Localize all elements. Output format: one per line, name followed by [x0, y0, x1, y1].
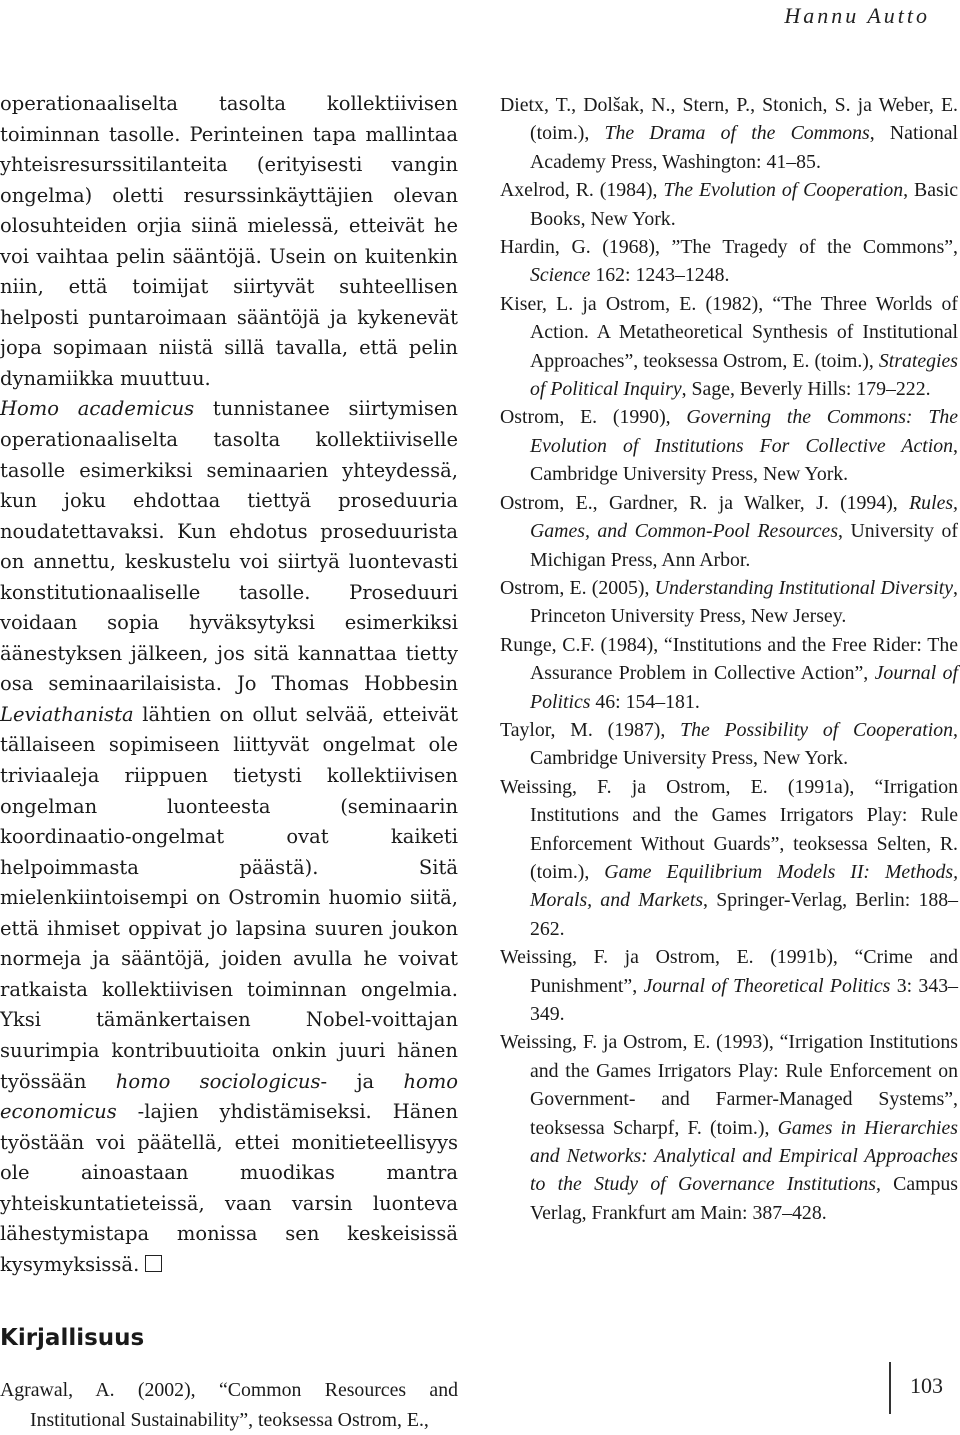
- references-heading: Kirjallisuus: [0, 1325, 145, 1352]
- ref-text: 162: 1243–1248.: [590, 264, 730, 287]
- ref-title: The Evolution of Cooperation: [663, 179, 904, 202]
- ref-title: Rules, Games, and Common-Pool Resources: [530, 491, 958, 543]
- reference-ostrom-1990: [500, 403, 958, 488]
- body-text-segment: tunnistanee siirtymisen operationaaliselta tasolta kollektiiviselle tasolle esimerkiksi seminaarien yhteydessä, kun joku ehdottaa tiettyä proseduuria noudatettavaksi. Kun ehdotus proseduurista on annettu, keskustelu voi siirtyä luontevasti konstitutionaaliselle tasolle. Proseduuri voidaan sopia hyväksytyksi esimerkiksi äänestyksen jälkeen, jos sitä kannattaa tietty osa seminaarilaisista. Jo Thomas Hobbesin: [0, 397, 458, 696]
- body-text-segment: - ja: [320, 1069, 404, 1093]
- reference-ostrom-1994: [500, 489, 958, 574]
- reference-agrawal: Agrawal, A. (2002), “Common Resources and Institutional Sustainability”, teoksessa Ostrom, E.,: [0, 1379, 458, 1431]
- ref-text: Axelrod, R. (1984),: [500, 179, 664, 202]
- page-number: 103: [910, 1373, 943, 1398]
- ref-title: Science: [530, 264, 591, 287]
- reference-ostrom-2005: [500, 574, 958, 631]
- ref-title: Governing the Commons: The Evolution of Institutions For Collective Action: [530, 406, 958, 457]
- body-paragraph-1: operationaaliselta tasolta kollektiivisen toiminnan tasolle. Perinteinen tapa mallintaa yhteisresurssitilanteita (erityisesti vangin ongelma) oletti resurssinkäyttäjien olevan olosuhteiden orjia siinä mielessä, etteivät he voi vaihtaa pelin sääntöjä. Usein on kuitenkin niin, että toimijat siirtyvät suhteellisen helposti puntaroimaan sääntöjä ja kykenevät jopa sopimaan niistä sillä tavalla, että pelin dynamiikka muuttuu.: [0, 92, 458, 390]
- running-header-author: Hannu Autto: [784, 3, 930, 28]
- reference-kiser: [500, 290, 958, 404]
- ref-title: Strategies of Political Inquiry: [530, 349, 958, 401]
- ref-text: Ostrom, E., Gardner, R. ja Walker, J. (1994),: [500, 491, 910, 514]
- ref-title: Understanding Institutional Diversity: [654, 576, 954, 599]
- reference-hardin: [500, 233, 958, 290]
- body-paragraph-2: [0, 394, 458, 1280]
- ref-text: Dietx, T., Dolšak, N., Stern, P., Stonich, S. ja Weber, E. (toim.),: [500, 94, 958, 145]
- reference-taylor: [500, 716, 958, 773]
- italic-title-leviathan: Leviathanista: [0, 702, 134, 726]
- ref-text: Weissing, F. ja Ostrom, E. (1993), “Irrigation Institutions and the Games Irrigators Play: Rule Enforcement on Government- and Farmer-Managed Systems”, teoksessa Scharpf, F. (toim.),: [500, 1031, 958, 1139]
- italic-term-homo-sociologicus: homo sociologicus: [115, 1069, 321, 1093]
- ref-text: , Basic Books, New York.: [530, 179, 958, 230]
- ref-text: , Sage, Beverly Hills: 179–222.: [681, 378, 931, 401]
- left-column: [0, 89, 458, 1435]
- ref-text: Kiser, L. ja Ostrom, E. (1982), “The Three Worlds of Action. A Metatheoretical Synthesis of Institutional Approaches”, teoksessa Ostrom, E. (toim.),: [500, 292, 958, 372]
- ref-title: Game Equilibrium Models II: Methods, Morals, and Markets: [530, 860, 959, 912]
- reference-weissing-1991a: [500, 773, 958, 943]
- ref-title: The Possibility of Cooperation: [680, 718, 954, 741]
- ref-text: Weissing, F. ja Ostrom, E. (1991b), “Crime and Punishment”,: [500, 946, 958, 997]
- ref-text: Runge, C.F. (1984), “Institutions and the Free Rider: The Assurance Problem in Collective Action”,: [500, 633, 958, 685]
- ref-text: 3: 343–349.: [530, 974, 958, 1025]
- ref-text: , Campus Verlag, Frankfurt am Main: 387–428.: [530, 1173, 958, 1224]
- ref-title: Journal of Theoretical Politics: [643, 974, 891, 997]
- ref-text: Weissing, F. ja Ostrom, E. (1991a), “Irrigation Institutions and the Games Irrigators Play: Rule Enforcement Without Guards”, teoksessa Selten, R. (toim.),: [500, 775, 958, 883]
- ref-text: Ostrom, E. (2005),: [500, 576, 655, 599]
- ref-text: , Cambridge University Press, New York.: [530, 718, 958, 770]
- body-text-segment: lähtien on ollut selvää, etteivät tällaiseen sopimiseen liittyvät ongelmat ole triviaaleja riippuen tietysti kollektiivisen ongelman luonteesta (seminaarin koordinaatio-ongelmat ovat kaiketi helpoimmasta päästä). Sitä mielenkiintoisempi on Ostromin huomio siitä, että ihmiset oppivat jo lapsina suuren joukon normeja ja sääntöjä, joiden avulla he voivat ratkaista kollektiivisen toiminnan ongelmia. Yksi tämänkertaisen Nobel-voittajan suurimpia kontribuutioita onkin juuri hänen työssään: [0, 702, 458, 1093]
- ref-text: Ostrom, E. (1990),: [500, 406, 687, 429]
- reference-weissing-1991b: [500, 943, 958, 1028]
- ref-text: Hardin, G. (1968), ”The Tragedy of the Commons”,: [500, 236, 958, 259]
- ref-text: Taylor, M. (1987),: [500, 718, 681, 741]
- reference-weissing-1993: [500, 1028, 958, 1227]
- body-text-segment: -lajien yhdistämiseksi. Hänen työstään voi päätellä, ettei monitieteellisyys ole ainoastaan muodikas mantra yhteiskuntatieteissä, vaan varsin luonteva lähestymistapa monissa sen keskeisissä kysymyksissä.: [0, 1100, 458, 1276]
- italic-term-homo-academicus: Homo academicus: [0, 397, 195, 421]
- page-number-divider: [889, 1362, 891, 1414]
- right-column: [500, 91, 958, 1227]
- ref-text: , Springer-Verlag, Berlin: 188–262.: [530, 889, 959, 940]
- ref-text: , Princeton University Press, New Jersey.: [530, 576, 958, 628]
- ref-title: Games in Hierarchies and Networks: Analytical and Empirical Approaches to the Study of Governance Institutions: [530, 1116, 958, 1196]
- italic-term-homo-economicus: homo economicus: [0, 1069, 458, 1124]
- ref-text: , National Academy Press, Washington: 41–85.: [530, 122, 958, 173]
- ref-title: The Drama of the Commons: [604, 122, 870, 145]
- reference-runge: [500, 631, 958, 716]
- article-end-square-icon: [145, 1255, 162, 1272]
- reference-axelrod: [500, 176, 958, 233]
- ref-text: 46: 154–181.: [590, 690, 700, 713]
- ref-text: , Cambridge University Press, New York.: [530, 434, 958, 486]
- ref-title: Journal of Politics: [530, 662, 958, 713]
- ref-text: , University of Michigan Press, Ann Arbor.: [530, 520, 959, 571]
- reference-dietz: [500, 91, 958, 176]
